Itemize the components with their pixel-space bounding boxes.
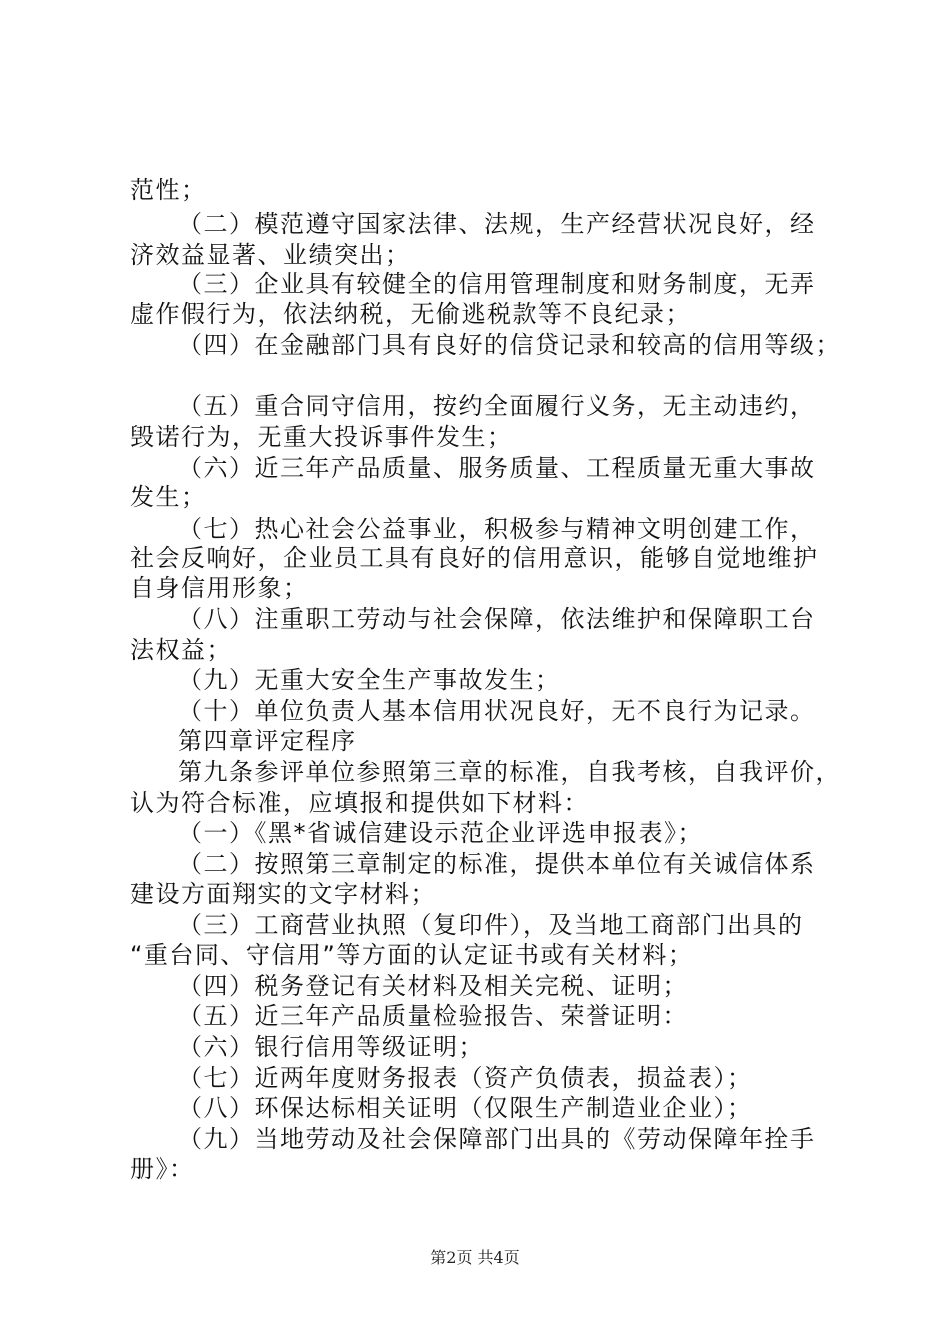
text-line: 第九条参评单位参照第三章的标准，自我考核，自我评价， — [178, 758, 841, 786]
text-line: 毁诺行为，无重大投诉事件发生； — [130, 423, 513, 451]
text-line: （八）注重职工劳动与社会保障，依法维护和保障职工台 — [178, 605, 816, 633]
text-line: （六）银行信用等级证明； — [178, 1033, 484, 1061]
text-line: （九）无重大安全生产事故发生； — [178, 666, 561, 694]
text-line: （四）税务登记有关材料及相关完税、证明； — [178, 972, 688, 1000]
text-line: 法权益； — [130, 636, 232, 664]
text-line: （九）当地劳动及社会保障部门出具的《劳动保障年拴手 — [178, 1125, 816, 1153]
text-line: （八）环保达标相关证明（仅限生产制造业企业）； — [178, 1094, 753, 1122]
text-line: 册》： — [130, 1155, 195, 1183]
text-line: （五）近三年产品质量检验报告、荣誉证明： — [178, 1002, 688, 1030]
text-line: 建设方面翔实的文字材料； — [130, 880, 436, 908]
text-line: 虚作假行为，依法纳税，无偷逃税款等不良纪录； — [130, 300, 691, 328]
text-line: 发生； — [130, 483, 207, 511]
page-footer: 第2页 共4页 — [430, 1248, 520, 1267]
text-line: （六）近三年产品质量、服务质量、工程质量无重大事故 — [178, 454, 816, 482]
text-line: 范性； — [130, 176, 207, 204]
text-line: （三）工商营业执照（复印件），及当地工商部门出具的 — [178, 911, 804, 939]
text-line: （七）近两年度财务报表（资产负债表，损益表）； — [178, 1064, 753, 1092]
text-line: 认为符合标准，应填报和提供如下材料： — [130, 789, 589, 817]
text-line: “重台同、守信用”等方面的认定证书或有关材料； — [130, 941, 694, 969]
chapter-heading: 第四章评定程序 — [178, 727, 357, 755]
text-line: （三）企业具有较健全的信用管理制度和财务制度，无弄 — [178, 270, 816, 298]
text-line: （一）《黑*省诚信建设示范企业评选申报表》； — [178, 819, 703, 847]
text-line: 济效益显著、业绩突出； — [130, 241, 411, 269]
text-line: （四）在金融部门具有良好的信贷记录和较高的信用等级； — [178, 331, 841, 359]
text-line: （二）模范遵守国家法律、法规，生产经营状况良好，经 — [178, 210, 816, 238]
text-line: 自身信用形象； — [130, 574, 309, 602]
text-line: （二）按照第三章制定的标准，提供本单位有关诚信体系 — [178, 850, 816, 878]
text-line: 社会反响好，企业员工具有良好的信用意识，能够自觉地维护 — [130, 544, 819, 572]
text-line: （五）重合同守信用，按约全面履行义务，无主动违约， — [178, 392, 816, 420]
text-line: （十）单位负责人基本信用状况良好，无不良行为记录。 — [178, 697, 816, 725]
text-line: （七）热心社会公益事业，积极参与精神文明创建工作， — [178, 515, 816, 543]
